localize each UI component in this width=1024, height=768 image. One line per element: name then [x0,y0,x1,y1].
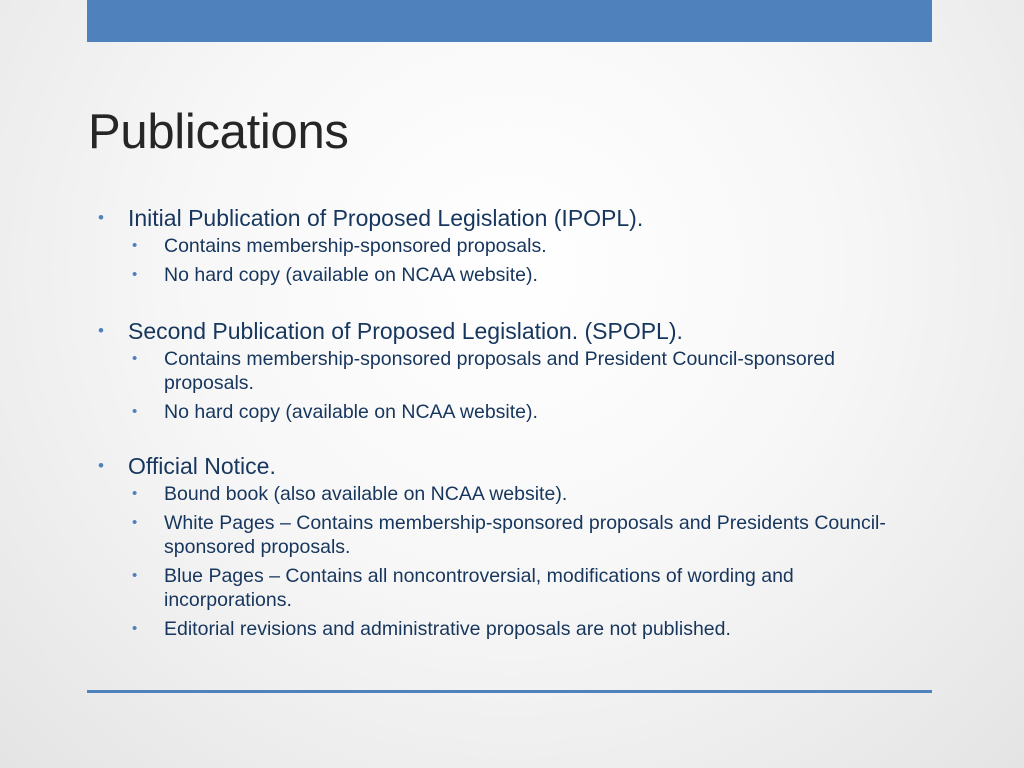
bullet-icon: • [132,350,138,367]
list-item [96,263,926,287]
list-item-text: Blue Pages – Contains all noncontroversial, modifications of wording and incorporations. [164,565,794,611]
list-item [96,482,926,506]
bullet-icon: • [132,485,138,502]
list-item [96,347,926,395]
section-heading [96,202,926,234]
bullet-icon: • [132,620,138,637]
bullet-content [96,202,926,667]
section-heading-text: Initial Publication of Proposed Legislation (IPOPL). [128,205,644,231]
bullet-icon: • [98,208,104,227]
list-item-text: No hard copy (available on NCAA website). [164,264,538,286]
bullet-icon: • [98,456,104,475]
section-official-notice [96,450,926,641]
section-heading-text: Second Publication of Proposed Legislation. (SPOPL). [128,318,683,344]
list-item-text: White Pages – Contains membership-sponsored proposals and Presidents Council-sponsored proposals. [164,512,886,558]
list-item [96,617,926,641]
bullet-icon: • [132,567,138,584]
list-item [96,400,926,424]
bullet-icon: • [132,514,138,531]
bullet-icon: • [132,266,138,283]
section-ipopl [96,202,926,287]
section-heading [96,315,926,347]
sub-bullet-list [96,347,926,424]
list-item-text: No hard copy (available on NCAA website). [164,401,538,423]
bottom-accent-line [87,690,932,693]
section-heading-text: Official Notice. [128,453,276,479]
list-item [96,511,926,559]
top-accent-bar [87,0,932,42]
bullet-icon: • [132,237,138,254]
sub-bullet-list [96,234,926,287]
list-item-text: Editorial revisions and administrative proposals are not published. [164,618,731,640]
list-item-text: Contains membership-sponsored proposals. [164,235,547,257]
list-item-text: Bound book (also available on NCAA website). [164,483,568,505]
list-item-text: Contains membership-sponsored proposals and President Council-sponsored proposals. [164,348,835,394]
slide-title: Publications [88,105,349,159]
bullet-icon: • [98,321,104,340]
list-item [96,234,926,258]
bullet-icon: • [132,403,138,420]
list-item [96,564,926,612]
section-heading [96,450,926,482]
sub-bullet-list [96,482,926,641]
section-spopl [96,315,926,424]
